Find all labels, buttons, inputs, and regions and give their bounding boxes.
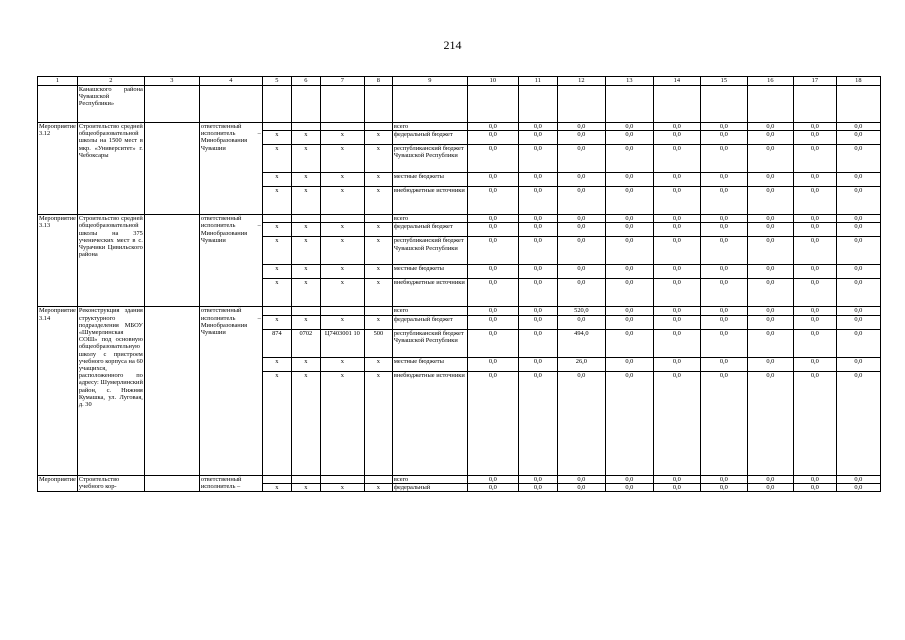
budget-code [364,475,392,483]
header-cell: 5 [262,77,291,86]
value-cell: 0,0 [557,237,605,265]
value-cell: 0,0 [747,265,793,279]
header-cell: 9 [392,77,467,86]
funding-source: местные бюджеты [392,265,467,279]
value-cell: 0,0 [467,357,518,371]
funding-source: внебюджетные источники [392,279,467,307]
funding-source: всего [392,307,467,315]
budget-code: x [320,237,364,265]
budget-code [291,123,320,131]
value-cell: 0,0 [605,187,653,215]
budget-code [320,475,364,483]
budget-code [320,123,364,131]
value-cell: 0,0 [700,123,747,131]
budget-code [364,215,392,223]
value-cell: 0,0 [700,265,747,279]
budget-code: x [262,279,291,307]
value-cell: 0,0 [793,145,836,173]
value-cell: 0,0 [793,265,836,279]
value-cell: 0,0 [467,307,518,315]
value-cell: 0,0 [518,131,557,145]
header-cell: 8 [364,77,392,86]
value-cell: 0,0 [557,223,605,237]
value-cell: 0,0 [836,371,880,475]
value-cell: 0,0 [557,173,605,187]
value-cell: 0,0 [518,237,557,265]
value-cell: 0,0 [700,279,747,307]
event-name: Реконструкция здания структурного подразделения МБОУ «Шумерлинская СОШ» под основную общеобразовательную школу с пристроем учебного корпуса на 60 учащихся, расположенного по адресу: Шумерлинский район, с. Нижняя Кумашка, ул. Луговая, д. 30 [77,307,144,475]
budget-code: x [291,371,320,475]
budget-code: x [291,173,320,187]
budget-code: x [364,237,392,265]
header-cell: 13 [605,77,653,86]
budget-code: x [364,357,392,371]
funding-source: всего [392,215,467,223]
value-cell: 0,0 [605,279,653,307]
value-cell: 0,0 [793,223,836,237]
value-cell: 0,0 [747,215,793,223]
table-row [38,475,881,483]
value-cell: 0,0 [518,475,557,483]
value-cell: 0,0 [605,131,653,145]
budget-code: 0702 [291,329,320,357]
budget-code: x [364,131,392,145]
funding-source: федеральный бюджет [392,315,467,329]
budget-code: x [364,187,392,215]
event-name: Строительство средней общеобразовательной школы на 375 ученических мест в с. Чурачики Цивильского района [77,215,144,307]
value-cell: 0,0 [653,145,700,173]
empty-cell [364,86,392,123]
value-cell: 0,0 [518,215,557,223]
budget-code [320,215,364,223]
header-cell: 2 [77,77,144,86]
funding-source: внебюджетные источники [392,371,467,475]
value-cell: 0,0 [836,223,880,237]
funding-source: федеральный [392,483,467,491]
value-cell: 0,0 [836,265,880,279]
value-cell: 0,0 [557,371,605,475]
empty-cell [144,123,199,215]
value-cell: 0,0 [793,329,836,357]
value-cell: 0,0 [518,307,557,315]
value-cell: 0,0 [557,279,605,307]
budget-code: x [291,223,320,237]
continuation-row [38,86,881,123]
table-row [38,307,881,315]
value-cell: 0,0 [467,329,518,357]
budget-code [364,307,392,315]
budget-code: x [262,483,291,491]
budget-code: x [291,131,320,145]
budget-code: x [320,371,364,475]
budget-code [262,307,291,315]
value-cell: 0,0 [653,173,700,187]
budget-code: x [320,173,364,187]
table-row [38,215,881,223]
budget-code: x [364,223,392,237]
value-cell: 0,0 [467,123,518,131]
value-cell: 0,0 [518,371,557,475]
budget-code [291,307,320,315]
value-cell: 0,0 [793,123,836,131]
table-row [38,123,881,131]
value-cell: 0,0 [700,483,747,491]
empty-cell [653,86,700,123]
value-cell: 0,0 [836,329,880,357]
budget-code: x [262,315,291,329]
value-cell: 0,0 [793,357,836,371]
value-cell: 0,0 [605,215,653,223]
value-cell: 0,0 [467,483,518,491]
budget-code: x [320,483,364,491]
header-cell: 17 [793,77,836,86]
value-cell: 0,0 [793,215,836,223]
value-cell: 0,0 [467,145,518,173]
value-cell: 0,0 [605,475,653,483]
value-cell: 0,0 [605,315,653,329]
value-cell: 0,0 [467,187,518,215]
empty-cell [793,86,836,123]
value-cell: 0,0 [747,223,793,237]
value-cell: 0,0 [793,173,836,187]
value-cell: 0,0 [793,371,836,475]
event-executor: ответственный исполнитель – Минобразования Чувашии [199,307,262,475]
header-row [38,77,881,86]
value-cell: 0,0 [836,173,880,187]
program-table [37,76,881,492]
header-cell: 10 [467,77,518,86]
value-cell: 0,0 [557,215,605,223]
funding-source: республиканский бюджет Чувашской Республики [392,237,467,265]
budget-code: x [320,145,364,173]
value-cell: 0,0 [467,223,518,237]
empty-cell [144,215,199,307]
budget-code: x [262,173,291,187]
value-cell: 0,0 [836,475,880,483]
value-cell: 0,0 [653,215,700,223]
budget-code [320,307,364,315]
value-cell: 0,0 [747,131,793,145]
value-cell: 0,0 [836,357,880,371]
budget-code: x [364,173,392,187]
value-cell: 0,0 [836,123,880,131]
value-cell: 0,0 [793,131,836,145]
value-cell: 0,0 [836,145,880,173]
value-cell: 0,0 [747,307,793,315]
value-cell: 0,0 [747,329,793,357]
budget-code [291,475,320,483]
value-cell: 0,0 [836,187,880,215]
budget-code: x [320,315,364,329]
value-cell: 0,0 [557,483,605,491]
header-cell: 6 [291,77,320,86]
budget-code: x [364,145,392,173]
value-cell: 0,0 [700,315,747,329]
value-cell: 0,0 [605,223,653,237]
value-cell: 0,0 [700,173,747,187]
budget-code: x [262,265,291,279]
value-cell: 0,0 [605,123,653,131]
budget-code: x [320,223,364,237]
value-cell: 0,0 [653,187,700,215]
event-label: Мероприятие 3.13 [38,215,78,307]
value-cell: 0,0 [467,215,518,223]
funding-source: всего [392,475,467,483]
value-cell: 0,0 [653,279,700,307]
empty-cell [144,307,199,475]
budget-code: x [320,131,364,145]
value-cell: 0,0 [793,483,836,491]
header-cell: 12 [557,77,605,86]
budget-code: x [291,237,320,265]
event-executor: ответственный исполнитель – Минобразования Чувашии [199,123,262,215]
budget-code: x [320,279,364,307]
event-executor: ответственный исполнитель – Минобразования Чувашии [199,215,262,307]
value-cell: 0,0 [557,123,605,131]
page-number: 214 [443,38,462,52]
value-cell: 0,0 [747,237,793,265]
budget-code: x [364,371,392,475]
empty-cell [199,86,262,123]
value-cell: 0,0 [747,483,793,491]
value-cell: 0,0 [557,265,605,279]
value-cell: 0,0 [747,279,793,307]
value-cell: 0,0 [653,265,700,279]
value-cell: 0,0 [605,357,653,371]
budget-code: x [262,357,291,371]
empty-cell [518,86,557,123]
empty-cell [262,86,291,123]
value-cell: 0,0 [518,265,557,279]
budget-code: x [291,187,320,215]
budget-code: x [262,131,291,145]
value-cell: 0,0 [793,187,836,215]
value-cell: 0,0 [605,237,653,265]
value-cell: 0,0 [700,307,747,315]
event-name: Строительство средней общеобразовательной школы на 1500 мест в мкр. «Университет» г. Чебоксары [77,123,144,215]
budget-code: Ц7403001 10 [320,329,364,357]
funding-source: республиканский бюджет Чувашской Республики [392,145,467,173]
value-cell: 520,0 [557,307,605,315]
value-cell: 0,0 [557,145,605,173]
value-cell: 0,0 [653,307,700,315]
header-cell: 11 [518,77,557,86]
empty-cell [467,86,518,123]
value-cell: 0,0 [557,475,605,483]
budget-code: x [291,279,320,307]
event-label: Мероприятие 3.12 [38,123,78,215]
cell-event-label [38,86,78,123]
value-cell: 0,0 [700,145,747,173]
budget-code: 874 [262,329,291,357]
budget-code: x [291,265,320,279]
value-cell: 0,0 [557,187,605,215]
funding-source: федеральный бюджет [392,131,467,145]
value-cell: 0,0 [467,237,518,265]
value-cell: 0,0 [747,371,793,475]
header-cell: 16 [747,77,793,86]
funding-source: федеральный бюджет [392,223,467,237]
budget-code: 500 [364,329,392,357]
value-cell: 0,0 [518,123,557,131]
empty-cell [144,475,199,491]
value-cell: 0,0 [467,173,518,187]
header-cell: 4 [199,77,262,86]
value-cell: 0,0 [467,131,518,145]
budget-code: x [364,315,392,329]
value-cell: 0,0 [747,173,793,187]
budget-code: x [262,187,291,215]
event-label: Мероприятие [38,475,78,491]
value-cell: 0,0 [605,265,653,279]
empty-cell [392,86,467,123]
value-cell: 0,0 [605,145,653,173]
funding-source: всего [392,123,467,131]
value-cell: 0,0 [467,371,518,475]
value-cell: 0,0 [518,173,557,187]
budget-code [262,475,291,483]
funding-source: местные бюджеты [392,173,467,187]
budget-code: x [364,279,392,307]
empty-cell [144,86,199,123]
empty-cell [700,86,747,123]
value-cell: 0,0 [557,315,605,329]
value-cell: 0,0 [836,131,880,145]
budget-code: x [262,371,291,475]
value-cell: 0,0 [747,475,793,483]
budget-code: x [262,237,291,265]
empty-cell [836,86,880,123]
budget-code: x [364,265,392,279]
empty-cell [605,86,653,123]
value-cell: 0,0 [653,131,700,145]
funding-source: республиканский бюджет Чувашской Республики [392,329,467,357]
value-cell: 0,0 [747,315,793,329]
value-cell: 0,0 [518,329,557,357]
value-cell: 0,0 [653,223,700,237]
value-cell: 494,0 [557,329,605,357]
budget-code [364,123,392,131]
value-cell: 0,0 [605,173,653,187]
value-cell: 0,0 [793,475,836,483]
value-cell: 0,0 [700,237,747,265]
value-cell: 0,0 [700,131,747,145]
funding-source: внебюджетные источники [392,187,467,215]
budget-code [291,215,320,223]
value-cell: 0,0 [793,315,836,329]
value-cell: 0,0 [653,371,700,475]
value-cell: 0,0 [653,315,700,329]
budget-code: x [364,483,392,491]
event-label: Мероприятие 3.14 [38,307,78,475]
empty-cell [557,86,605,123]
value-cell: 0,0 [700,187,747,215]
header-cell: 7 [320,77,364,86]
value-cell: 0,0 [467,265,518,279]
budget-code: x [320,187,364,215]
value-cell: 0,0 [747,187,793,215]
value-cell: 0,0 [700,215,747,223]
budget-code: x [320,265,364,279]
value-cell: 0,0 [557,131,605,145]
value-cell: 0,0 [793,279,836,307]
header-cell: 18 [836,77,880,86]
value-cell: 0,0 [518,279,557,307]
value-cell: 0,0 [793,307,836,315]
value-cell: 0,0 [747,145,793,173]
value-cell: 0,0 [836,237,880,265]
value-cell: 0,0 [518,145,557,173]
event-name: Строительство учебного кор- [77,475,144,491]
header-cell: 14 [653,77,700,86]
empty-cell [291,86,320,123]
value-cell: 0,0 [467,475,518,483]
event-executor: ответственный исполнитель – [199,475,262,491]
header-cell: 15 [700,77,747,86]
value-cell: 0,0 [518,315,557,329]
value-cell: 0,0 [836,279,880,307]
value-cell: 26,0 [557,357,605,371]
value-cell: 0,0 [836,315,880,329]
value-cell: 0,0 [467,315,518,329]
value-cell: 0,0 [518,187,557,215]
value-cell: 0,0 [653,475,700,483]
budget-code: x [262,145,291,173]
value-cell: 0,0 [653,483,700,491]
header-cell: 1 [38,77,78,86]
value-cell: 0,0 [653,357,700,371]
budget-code: x [291,483,320,491]
event-name: Канашского района Чувашской Республики» [77,86,144,123]
value-cell: 0,0 [700,475,747,483]
value-cell: 0,0 [605,329,653,357]
budget-code: x [262,223,291,237]
budget-code [262,215,291,223]
empty-cell [747,86,793,123]
value-cell: 0,0 [653,237,700,265]
value-cell: 0,0 [653,329,700,357]
budget-code: x [291,145,320,173]
value-cell: 0,0 [836,215,880,223]
value-cell: 0,0 [518,223,557,237]
value-cell: 0,0 [700,357,747,371]
value-cell: 0,0 [518,357,557,371]
value-cell: 0,0 [836,307,880,315]
value-cell: 0,0 [467,279,518,307]
value-cell: 0,0 [700,371,747,475]
value-cell: 0,0 [700,223,747,237]
value-cell: 0,0 [747,123,793,131]
value-cell: 0,0 [700,329,747,357]
budget-code [262,123,291,131]
empty-cell [320,86,364,123]
value-cell: 0,0 [518,483,557,491]
budget-code: x [291,315,320,329]
value-cell: 0,0 [653,123,700,131]
budget-code: x [291,357,320,371]
header-cell: 3 [144,77,199,86]
value-cell: 0,0 [605,483,653,491]
value-cell: 0,0 [605,371,653,475]
value-cell: 0,0 [793,237,836,265]
value-cell: 0,0 [747,357,793,371]
value-cell: 0,0 [836,483,880,491]
budget-code: x [320,357,364,371]
value-cell: 0,0 [605,307,653,315]
funding-source: местные бюджеты [392,357,467,371]
